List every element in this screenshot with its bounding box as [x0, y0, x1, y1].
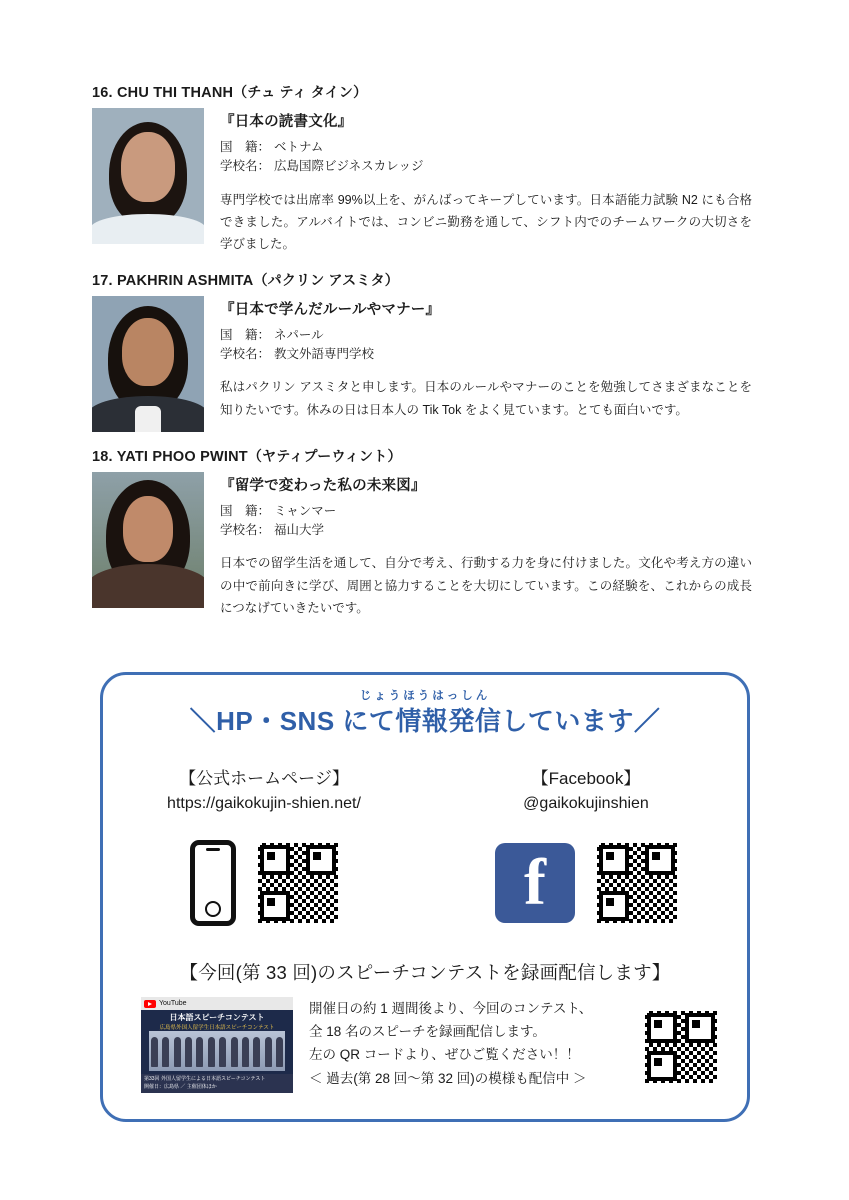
country-value: ベトナム [274, 140, 324, 154]
facebook-heading: 【Facebook】 [531, 769, 641, 788]
entry-18 [92, 446, 752, 620]
entry-heading [92, 446, 752, 466]
qr-code-facebook[interactable] [597, 843, 677, 923]
school-label: 学校名： [220, 522, 271, 537]
entry-heading [92, 270, 752, 290]
entry-17 [92, 270, 752, 432]
entry-country [220, 502, 752, 521]
qr-code-video[interactable] [645, 1011, 717, 1083]
bottom-line-4: ＜ 過去(第 28 回〜第 32 回)の模様も配信中 ＞ [309, 1070, 587, 1086]
group-photo-people [151, 1037, 283, 1069]
entry-photo [92, 108, 204, 244]
entry-school [220, 345, 752, 364]
entry-name: YATI PHOO PWINT [116, 448, 248, 465]
bottom-line-1: 開催日の約 1 週間後より、今回のコンテスト、 [309, 1001, 593, 1016]
promo-bottom-text [309, 997, 629, 1090]
promo-title-wrap [103, 690, 747, 738]
entry-country [220, 138, 752, 157]
country-label: 国 籍： [220, 140, 271, 154]
entry-kana: （ヤティプーウィント） [247, 447, 402, 464]
entry-photo [92, 472, 204, 608]
video-caption: 第33回 外国人留学生による日本語スピーチコンテスト 開催日：広島県 ／ 主催団体ほか [141, 1074, 293, 1093]
promo-bottom-qr-wrap [645, 1011, 717, 1083]
entry-heading [92, 82, 752, 102]
entry-description: 専門学校では出席率 99%以上を、がんばってキープしています。日本語能力試験 N2 にも合格できました。アルバイトでは、コンビニ勤務を通して、シフト内でのチームワークの大切さを学びました。 [220, 192, 752, 252]
entry-kana: （チュ ティ タイン） [233, 84, 368, 100]
country-label: 国 籍： [220, 503, 271, 518]
entry-title: 『日本で学んだルールやマナー』 [220, 301, 441, 318]
promo-box [100, 672, 750, 1122]
school-label: 学校名： [220, 346, 271, 361]
entry-number: 18. [92, 448, 113, 465]
entry-kana: （パクリン アスミタ） [253, 271, 399, 288]
video-title: 日本語スピーチコンテスト 広島県外国人留学生日本語スピーチコンテスト [141, 1012, 293, 1031]
country-label: 国 籍： [220, 327, 271, 342]
video-subtitle: 広島県外国人留学生日本語スピーチコンテスト [159, 1025, 275, 1031]
phone-icon [190, 840, 236, 926]
school-value: 福山大学 [274, 522, 325, 537]
promo-columns [103, 764, 747, 931]
country-value: ネパール [274, 327, 324, 342]
entry-photo [92, 296, 204, 432]
school-value: 教文外語専門学校 [274, 346, 375, 361]
video-thumbnail[interactable] [141, 997, 293, 1093]
country-value: ミャンマー [274, 503, 337, 518]
youtube-label: YouTube [159, 1000, 187, 1007]
promo-column-homepage [103, 764, 425, 931]
entry-name: CHU THI THANH [117, 85, 234, 101]
promo-title: ＼HP・SNS にて情報発信しています／ [189, 706, 661, 736]
entry-description: 日本での留学生活を通して、自分で考え、行動する力を身に付けました。文化や考え方の違いの中で前向きに学び、周囲と協力することを大切にしています。この経験を、これからの成長につなげていきたいです。 [220, 556, 752, 615]
entry-16 [92, 82, 752, 256]
school-value: 広島国際ビジネスカレッジ [274, 159, 424, 174]
entry-school [220, 157, 752, 176]
entry-title: 『留学で変わった私の未来図』 [220, 477, 426, 494]
entry-country [220, 326, 752, 345]
youtube-bar [141, 997, 293, 1010]
promo-column-facebook [425, 764, 747, 931]
entry-number: 17. [92, 272, 113, 289]
homepage-url[interactable]: https://gaikokujin-shien.net/ [167, 795, 361, 812]
facebook-icon[interactable]: f [495, 843, 575, 923]
promo-bottom-title: 【今回(第 33 回)のスピーチコンテストを録画配信します】 [179, 962, 671, 983]
entry-name: PAKHRIN ASHMITA [117, 272, 254, 289]
entry-title: 『日本の読書文化』 [220, 114, 353, 130]
school-label: 学校名： [220, 159, 271, 174]
promo-bottom [141, 997, 717, 1093]
entry-list [92, 82, 752, 633]
entry-description: 私はパクリン アスミタと申します。日本のルールやマナーのことを勉強してさまざまなことを知りたいです。休みの日は日本人の Tik Tok をよく見ています。とても面白いです。 [220, 380, 752, 417]
promo-furigana: じょうほうはっしん [359, 690, 491, 702]
facebook-handle[interactable]: @gaikokujinshien [523, 795, 649, 812]
entry-number: 16. [92, 85, 113, 101]
qr-code-homepage[interactable] [258, 843, 338, 923]
bottom-line-3: 左の QR コードより、ぜひご覧ください！！ [309, 1047, 580, 1063]
youtube-icon [144, 1000, 156, 1008]
bottom-line-2: 全 18 名のスピーチを録画配信します。 [309, 1024, 546, 1040]
homepage-heading: 【公式ホームページ】 [179, 769, 349, 788]
entry-school [220, 521, 752, 540]
